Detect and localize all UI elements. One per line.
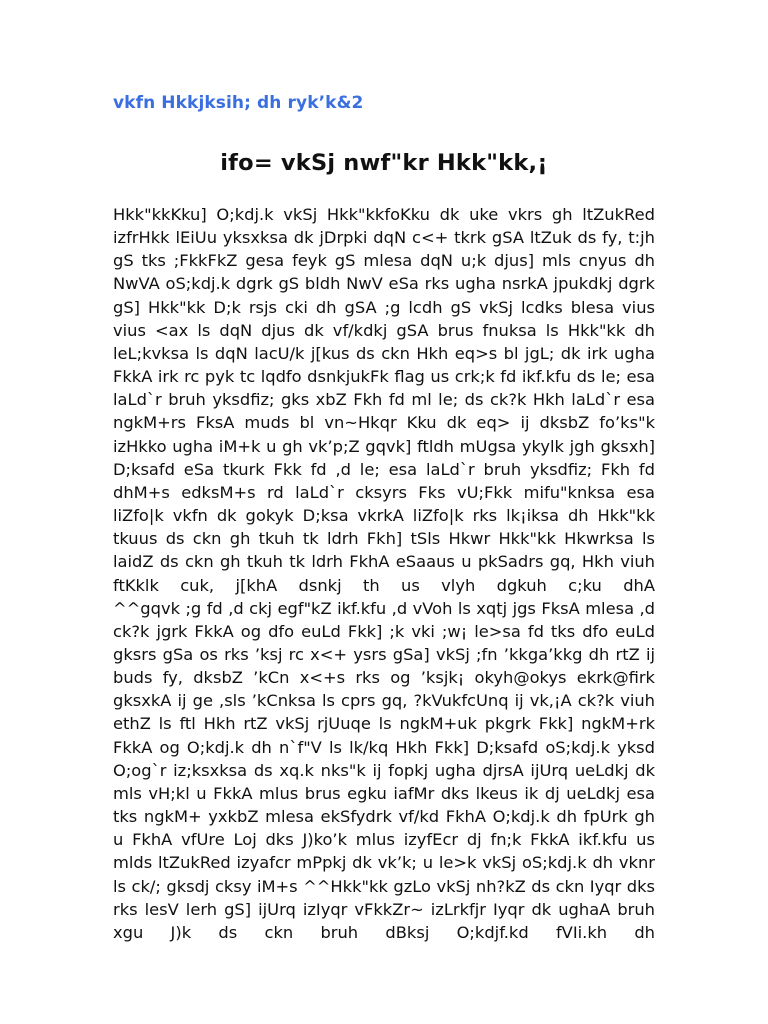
page-title: ifo= vkSj nwf"kr Hkk"kk,¡ (220, 150, 548, 176)
section-link[interactable]: vkfn Hkkjksih; dh ryk’k&2 (113, 93, 364, 113)
body-text (113, 203, 655, 944)
paragraph-1: Hkk"kkKku] O;kdj.k vkSj Hkk"kkfoKku dk uke vkrs gh ltZukRed izfrHkk lEiUu yksxksa dk jDrpki dqN c<+ tkrk gSA ltZuk ds fy, t:jh gS tks ;FkkFkZ gesa feyk gS mlesa dqN u;k djus] mls cnyus dh NwVA oS;kdj.k dgrk gS bldh NwV eSa rks ugha nsrkA jpukdkj dgrk gS] Hkk"kk D;k rsjs cki dh gSA ;g lcdh gS vkSj lcdks blesa vius vius <ax ls dqN djus dk vf/kdkj gSA brus fnuksa ls Hkk"kk dh leL;kvksa ls dqN lacU/k j[kus ds ckn Hkh eq>s bl jgL; dk irk ugha FkkA irk rc pyk tc lqdfo dsnkjukFk flag us crk;k fd ikf.kfu ds le; esa laLd`r bruh yksdfiz; gks xbZ Fkh fd ml le; ds ck?k Hkh laLd`r esa ngkM+rs FksA muds bl vn~Hkqr Kku dk eq> ij dksbZ fo’ks"k izHkko ugha iM+k u gh vk’p;Z gqvk] ftldh mUgsa ykylk jgh gksxh] D;ksafd eSa tkurk Fkk fd ,d le; esa laLd`r bruh yksdfiz; Fkh fd dhM+s edksM+s rd laLd`r cksyrs Fks vU;Fkk mifu"knksa esa liZfo|k vkfn dk gokyk D;ksa vkrkA liZfo|k rks lk¡iksa dh Hkk"kk tkuus ds ckn gh tkuh tk ldrh Fkh] tSls Hkwr Hkk"kk Hkwrksa ls laidZ ds ckn gh tkuh tk ldrh FkhA eSaaus u pkSadrs gq, Hkh viuh ftKklk cuk, j[khA dsnkj th us vlyh dgkuh c;ku dhA (113, 205, 655, 595)
paragraph-2: ^^gqvk ;g fd ,d ckj egf"kZ ikf.kfu ,d vVoh ls xqtj jgs FksA mlesa ,d ck?k jgrk FkkA og dfo euLd Fkk] ;k vki ;w¡ le>sa fd tks dfo euLd gksrs gSa os rks ’ksj rc x<+ ysrs gSa] vkSj ;fn ’kkga’kkg dh rtZ ij buds fy, dksbZ ’kCn x<+s rks og ’ksjk¡ okyh@okys ekrk@firk gksxkA ij ge ,sls ’kCnksa ls cprs gq, ?kVukfcUnq ij vk,¡A ck?k viuh ethZ ls ftl Hkh rtZ vkSj rjUuqe ls ngkM+uk pkgrk Fkk] ngkM+rk FkkA og O;kdj.k dh n`f"V ls lk/kq Hkh Fkk] D;ksafd oS;kdj.k yksd O;og`r iz;ksxksa ds xq.k nks"k ij fopkj ugha djrsA ijUrq ueLdkj dk mls vH;kl u FkkA mlus brus egku iafMr dks lkeus ik dj ueLdkj esa tks ngkM+ yxkbZ mlesa ekSfydrk vf/kd FkhA O;kdj.k dh fpUrk gh u FkhA vfUre Loj dks J)ko’k mlus izyfEcr dj fn;k FkkA ikf.kfu us mlds ltZukRed izyafcr mPpkj dk vk’k; u le>k vkSj oS;kdj.k dh vknr ls ck/; gksdj cksy iM+s ^^Hkk"kk gzLo vkSj nh?kZ ds ckn Iyqr dks rks lesV lerh gS] ijUrq izIyqr vFkkZr~ izLrkfjr Iyqr dk ughaA bruh xgu J)k ds ckn bruh dBksj O;kdjf.kd fVIi.kh dh (113, 598, 655, 942)
